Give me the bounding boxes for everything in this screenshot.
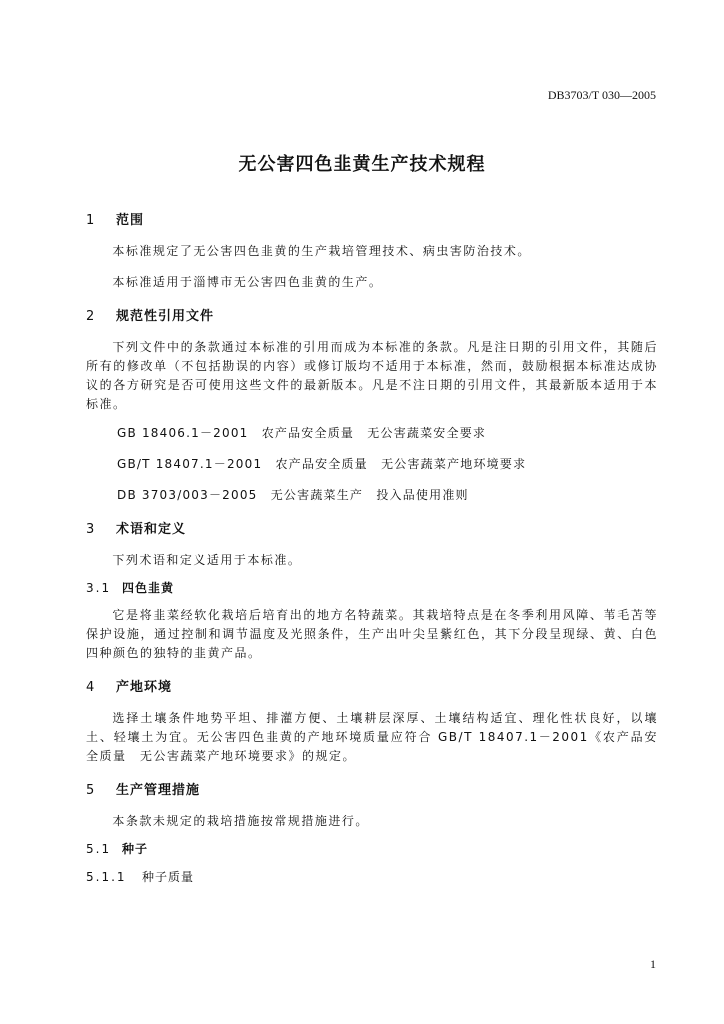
subsection-heading-5-1: 5.1 种子	[86, 842, 149, 856]
paragraph: 本标准适用于淄博市无公害四色韭黄的生产。	[112, 275, 383, 289]
reference-item: GB/T 18407.1－2001 农产品安全质量 无公害蔬菜产地环境要求	[117, 457, 527, 471]
subsection-heading-5-1-1: 5.1.1 种子质量	[86, 870, 195, 884]
paragraph: 本条款未规定的栽培措施按常规措施进行。	[112, 814, 369, 828]
subsection-heading-3-1: 3.1 四色韭黄	[86, 581, 175, 595]
paragraph: 选择土壤条件地势平坦、排灌方便、土壤耕层深厚、土壤结构适宜、理化性状良好，以壤土、轻壤土为宜。无公害四色韭黄的产地环境质量应符合 GB/T 18407.1－2001《农产品安全质量 无公害蔬菜产地环境要求》的规定。	[86, 711, 658, 763]
reference-item: GB 18406.1－2001 农产品安全质量 无公害蔬菜安全要求	[117, 426, 487, 440]
paragraph: 下列术语和定义适用于本标准。	[112, 553, 302, 567]
document-body	[86, 210, 658, 887]
section-heading-5: 5 生产管理措施	[86, 783, 201, 798]
paragraph: 它是将韭菜经软化栽培后培育出的地方名特蔬菜。其栽培特点是在冬季利用风障、苇毛苫等保护设施，通过控制和调节温度及光照条件，生产出叶尖呈紫红色，其下分段呈现绿、黄、白色四种颜色的独特的韭黄产品。	[86, 608, 658, 660]
document-title: 无公害四色韭黄生产技术规程	[238, 154, 486, 175]
paragraph: 本标准规定了无公害四色韭黄的生产栽培管理技术、病虫害防治技术。	[112, 244, 531, 258]
reference-item: DB 3703/003－2005 无公害蔬菜生产 投入品使用准则	[117, 488, 469, 502]
section-heading-4: 4 产地环境	[86, 680, 173, 695]
section-heading-2: 2 规范性引用文件	[86, 309, 215, 324]
section-heading-1: 1 范围	[86, 213, 145, 228]
standard-number: DB3703/T 030—2005	[547, 88, 656, 102]
page-number: 1	[650, 957, 656, 971]
section-heading-3: 3 术语和定义	[86, 522, 187, 537]
paragraph: 下列文件中的条款通过本标准的引用而成为本标准的条款。凡是注日期的引用文件，其随后所有的修改单（不包括勘误的内容）或修订版均不适用于本标准，然而，鼓励根据本标准达成协议的各方研究是否可使用这些文件的最新版本。凡是不注日期的引用文件，其最新版本适用于本标准。	[86, 340, 658, 411]
